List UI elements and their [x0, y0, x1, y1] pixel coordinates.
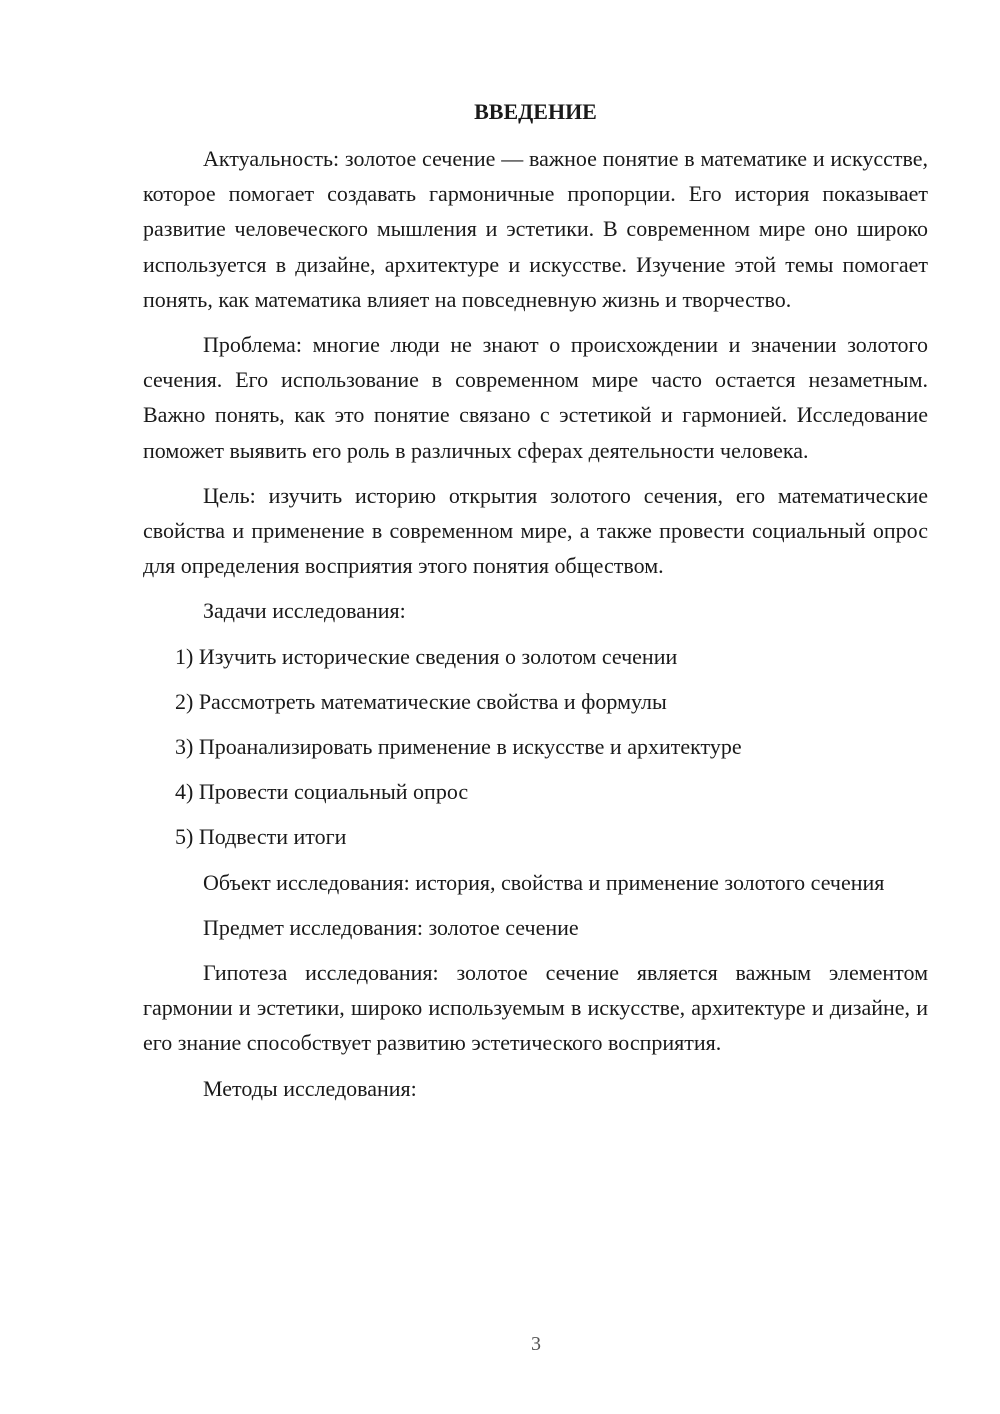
- task-item: 3) Проанализировать применение в искусстве и архитектуре: [175, 734, 742, 760]
- hypothesis-paragraph: Гипотеза исследования: золотое сечение является важным элементом гармонии и эстетики, широко используемым в искусстве, архитектуре и дизайне, и его знание способствует развитию эстетического восприятия.: [143, 960, 928, 1056]
- section-title: ВВЕДЕНИЕ: [474, 99, 597, 124]
- methods-heading: Методы исследования:: [203, 1075, 417, 1101]
- page-content: [143, 94, 928, 1116]
- object-paragraph: Объект исследования: история, свойства и применение золотого сечения: [203, 869, 885, 895]
- goal-paragraph: Цель: изучить историю открытия золотого сечения, его математические свойства и применение в современном мире, а также провести социальный опрос для определения восприятия этого понятия обществом.: [143, 482, 928, 579]
- tasks-list: [143, 639, 928, 855]
- page-number: 3: [531, 1333, 541, 1355]
- subject-paragraph: Предмет исследования: золотое сечение: [203, 914, 579, 940]
- problem-paragraph: Проблема: многие люди не знают о происхождении и значении золотого сечения. Его использование в современном мире часто остается незаметным. Важно понять, как это понятие связано с эстетикой и гармонией. Исследование поможет выявить его роль в различных сферах деятельности человека.: [143, 332, 928, 463]
- tasks-heading: Задачи исследования:: [203, 598, 406, 624]
- task-item: 2) Рассмотреть математические свойства и формулы: [175, 688, 667, 714]
- relevance-paragraph: Актуальность: золотое сечение — важное понятие в математике и искусстве, которое помогает создавать гармоничные пропорции. Его история показывает развитие человеческого мышления и эстетики. В современном мире оно широко используется в дизайне, архитектуре и искусстве. Изучение этой темы помогает понять, как математика влияет на повседневную жизнь и творчество.: [143, 146, 928, 312]
- task-item: 4) Провести социальный опрос: [175, 779, 469, 805]
- task-item: 5) Подвести итоги: [175, 824, 347, 850]
- task-item: 1) Изучить исторические сведения о золотом сечении: [175, 643, 678, 669]
